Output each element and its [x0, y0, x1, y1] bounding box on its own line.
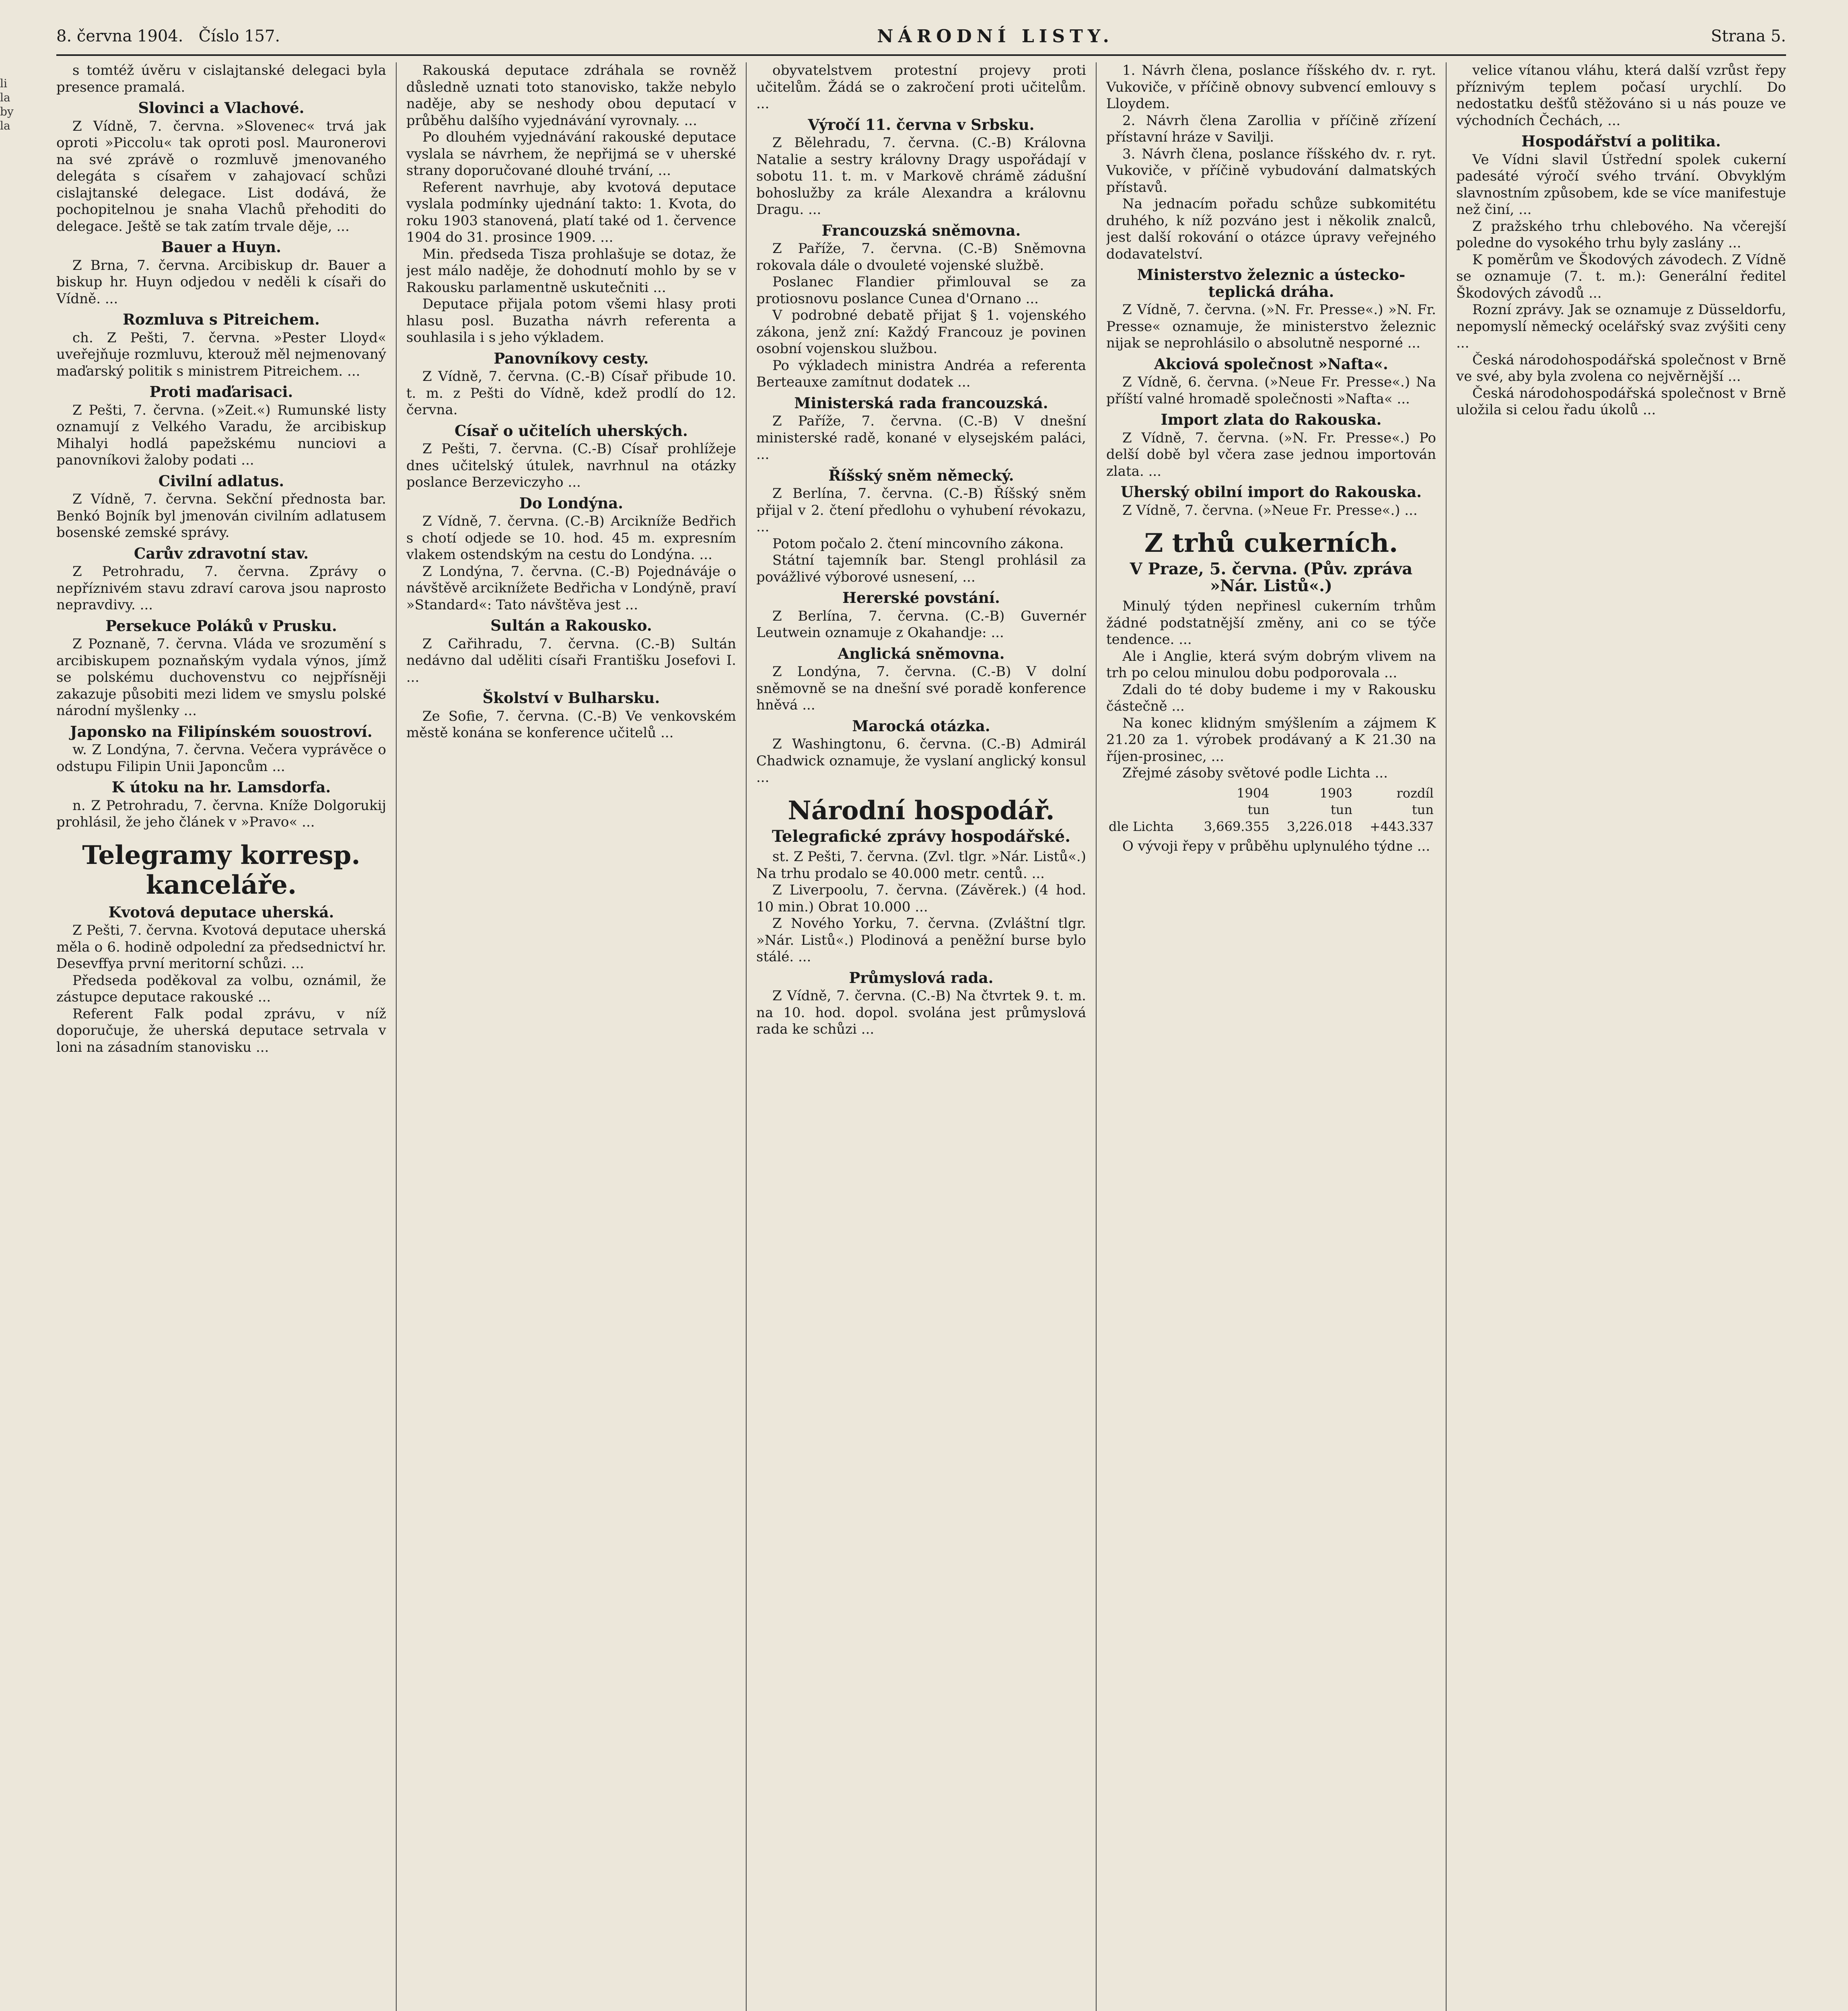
- article-paragraph: Z Berlína, 7. června. (C.-B) Říšský sněm přijal v 2. čtení předlohu o vyhubení révokazu, ...: [756, 485, 1086, 535]
- table-cell: 1903: [1319, 785, 1352, 801]
- section-heading: Národní hospodář.: [788, 795, 1055, 826]
- header-date: 8. června 1904.: [56, 27, 183, 45]
- table-row: [1106, 818, 1436, 835]
- article-paragraph: Z Petrohradu, 7. června. Zprávy o nepříznivém stavu zdraví carova jsou naprosto nepravdivy. ...: [56, 563, 386, 613]
- article-heading: Průmyslová rada.: [849, 968, 994, 987]
- article-paragraph: obyvatelstvem protestní projevy proti učitelům. Žádá se o zakročení proti učitelům. ...: [756, 62, 1086, 112]
- article-heading: Ministerská rada francouzská.: [794, 394, 1048, 412]
- article-paragraph: Po výkladech ministra Andréa a referenta Berteauxe zamítnut dodatek ...: [756, 357, 1086, 390]
- newspaper-title: NÁRODNÍ LISTY.: [877, 26, 1114, 47]
- article-paragraph: Z Bělehradu, 7. června. (C.-B) Královna Natalie a sestry královny Dragy uspořádají v sobotu 11. t. m. v Markově chrámě zádušní bohoslužby za krále Alexandra a královnu Dragu. ...: [756, 135, 1086, 218]
- article-paragraph: Z Londýna, 7. června. (C.-B) V dolní sněmovně se na dnešní své poradě konference hněvá ...: [756, 664, 1086, 713]
- article-paragraph: Z Paříže, 7. června. (C.-B) Sněmovna rokovala dále o dvouleté vojenské službě.: [756, 241, 1086, 273]
- table-row: [1106, 802, 1436, 818]
- article-heading: Anglická sněmovna.: [838, 644, 1005, 662]
- article-paragraph: Z Vídně, 6. června. (»Neue Fr. Presse«.) Na příští valné hromadě společnosti »Nafta« ...: [1106, 374, 1436, 407]
- table-cell: tun: [1330, 802, 1352, 817]
- article-paragraph: Z Liverpoolu, 7. června. (Závěrek.) (4 hod. 10 min.) Obrat 10.000 ...: [756, 882, 1086, 915]
- header-rule: [56, 54, 1786, 56]
- column-divider: [396, 62, 397, 2011]
- article-paragraph: velice vítanou vláhu, která další vzrůst řepy příznivým teplem počasí urychlí. Do nedostatku dešťů stěžováno si u nás pouze ve východních Čechách, ...: [1456, 62, 1786, 129]
- article-paragraph: 1. Návrh člena, poslance říšského dv. r. ryt. Vukoviče, v příčině obnovy subvencí emlouvy s Lloydem.: [1106, 62, 1436, 112]
- table-cell: +443.337: [1369, 818, 1434, 834]
- article-heading: Persekuce Poláků v Prusku.: [105, 617, 337, 635]
- table-cell: 3,669.355: [1204, 818, 1270, 834]
- article-heading: Akciová společnost »Nafta«.: [1154, 355, 1388, 373]
- column-divider: [1096, 62, 1097, 2011]
- article-paragraph: w. Z Londýna, 7. června. Večera vyprávěce o odstupu Filipin Unii Japoncům ...: [56, 742, 386, 775]
- article-paragraph: Z Washingtonu, 6. června. (C.-B) Admirál Chadwick oznamuje, že vyslaní anglický konsul ...: [756, 736, 1086, 785]
- table-cell: [1106, 785, 1189, 802]
- article-paragraph: Státní tajemník bar. Stengl prohlásil za povážlivé výborové usnesení, ...: [756, 552, 1086, 585]
- article-heading: K útoku na hr. Lamsdorfa.: [111, 778, 331, 796]
- section-heading: Telegramy korresp. kanceláře.: [82, 840, 360, 900]
- column-4: [1106, 62, 1436, 2011]
- article-paragraph: Z Vídně, 7. června. (C.-B) Na čtvrtek 9. t. m. na 10. hod. dopol. svolána jest průmyslová rada ke schůzi ...: [756, 988, 1086, 1037]
- article-paragraph: Z Vídně, 7. června. Sekční přednosta bar. Benkó Bojník byl jmenován civilním adlatusem bosenské zemské správy.: [56, 491, 386, 541]
- article-paragraph: Na konec klidným smýšlením a zájmem K 21.20 za 1. výrobek prodávaný a K 21.30 na říjen-prosinec, ...: [1106, 715, 1436, 765]
- article-heading: Francouzská sněmovna.: [821, 221, 1021, 239]
- article-heading: Hospodářství a politika.: [1521, 132, 1721, 150]
- adjacent-page-edge-fragment: li la by la: [0, 77, 14, 132]
- article-paragraph: Ve Vídni slavil Ústřední spolek cukerní padesáté výročí svého trvání. Obvyklým slavnostním způsobem, kde se více manifestuje než činí, ...: [1456, 151, 1786, 218]
- table-cell: dle Lichta: [1109, 818, 1174, 834]
- article-paragraph: Ze Sofie, 7. června. (C.-B) Ve venkovském městě konána se konference učitelů ...: [406, 708, 736, 741]
- article-heading: Rozmluva s Pitreichem.: [123, 310, 320, 328]
- article-heading: Panovníkovy cesty.: [494, 349, 649, 367]
- table-row: [1106, 785, 1436, 802]
- table-cell: tun: [1412, 802, 1434, 817]
- article-paragraph: Potom počalo 2. čtení mincovního zákona.: [772, 535, 1064, 552]
- article-heading: Říšský sněm německý.: [828, 466, 1014, 484]
- article-heading: Proti maďarisaci.: [149, 383, 293, 401]
- article-paragraph: Ale i Anglie, která svým dobrým vlivem na trh po celou minulou dobu podporovala ...: [1106, 648, 1436, 681]
- sugar-stocks-table: [1106, 785, 1436, 835]
- article-paragraph: Z Pešti, 7. června. Kvotová deputace uherská měla o 6. hodině odpolední za předsednictví hr. Desevffya první meritorní schůzi. ...: [56, 922, 386, 972]
- column-1: [56, 62, 386, 2011]
- article-paragraph: Z Vídně, 7. června. (»N. Fr. Presse«.) »N. Fr. Presse« oznamuje, že ministerstvo železnic nijak se neprohlásilo o absolutně nesporné ...: [1106, 302, 1436, 351]
- article-heading: Uherský obilní import do Rakouska.: [1120, 483, 1422, 501]
- article-paragraph: Předseda poděkoval za volbu, oznámil, že zástupce deputace rakouské ...: [56, 972, 386, 1005]
- column-5: [1456, 62, 1786, 2011]
- column-divider: [1446, 62, 1447, 2011]
- article-paragraph: Referent Falk podal zprávu, v níž doporučuje, že uherská deputace setrvala v loni na zásadním stanovisku ...: [56, 1006, 386, 1055]
- article-paragraph: st. Z Pešti, 7. června. (Zvl. tlgr. »Nár. Listů«.) Na trhu prodalo se 40.000 metr. centů. ...: [756, 849, 1086, 882]
- table-cell: tun: [1247, 802, 1270, 817]
- article-paragraph: Zřejmé zásoby světové podle Lichta ...: [1122, 765, 1388, 781]
- article-paragraph: 2. Návrh člena Zarollia v příčině zřízení přístavní hráze v Savilji.: [1106, 112, 1436, 145]
- article-heading: Do Londýna.: [519, 494, 624, 512]
- article-heading: Civilní adlatus.: [158, 472, 284, 490]
- article-paragraph: Z Pešti, 7. června. (C.-B) Císař prohlížeje dnes učitelský útulek, navrhnul na otázky poslance Berzeviczyho ...: [406, 441, 736, 490]
- article-paragraph: Z Vídně, 7. června. »Slovenec« trvá jak oproti »Piccolu« tak oproti posl. Mauronerovi na své zprávě o rozmluvě jmenovaného delegáta s císařem v zahajovací schůzi cislajtanské delegace. List dodává, že pochopitelnou je snaha Vlachů přehoditi do delegace. Ještě se tak zatím trvale děje, ...: [56, 118, 386, 234]
- article-paragraph: Z Paříže, 7. června. (C.-B) V dnešní ministerské radě, konané v elysejském paláci, ...: [756, 413, 1086, 463]
- article-paragraph: Z Poznaně, 7. června. Vláda ve srozumění s arcibiskupem poznaňským vydala výnos, jímž se polskému duchovenstvu co nejpřísněji zakazuje působiti mezi lidem ve smyslu polské národní myšlenky ...: [56, 636, 386, 719]
- article-paragraph: O vývoji řepy v průběhu uplynulého týdne ...: [1122, 838, 1430, 854]
- page-number: Strana 5.: [1711, 27, 1786, 45]
- article-heading: Školství v Bulharsku.: [482, 689, 660, 707]
- article-paragraph: 3. Návrh člena, poslance říšského dv. r. ryt. Vukoviče, v příčině vybudování dalmatských přístavů.: [1106, 146, 1436, 195]
- header-date-issue: [56, 27, 280, 45]
- article-heading: Import zlata do Rakouska.: [1161, 411, 1382, 428]
- article-paragraph: n. Z Petrohradu, 7. června. Kníže Dolgorukij prohlásil, že jeho článek v »Pravo« ...: [56, 797, 386, 830]
- article-paragraph: Zdali do té doby budeme i my v Rakousku částečně ...: [1106, 681, 1436, 714]
- article-heading: Carův zdravotní stav.: [134, 544, 309, 562]
- article-paragraph: Min. předseda Tisza prohlašuje se dotaz, že jest málo naděje, že dohodnutí mohlo by se v Rakousku parlamentně uskutečniti ...: [406, 246, 736, 296]
- article-heading: Slovinci a Vlachové.: [138, 99, 305, 117]
- article-paragraph: Referent navrhuje, aby kvotová deputace vyslala podmínky ujednání takto: 1. Kvota, do roku 1903 stanovená, platí také od 1. července 1904 do 31. prosince 1909. ...: [406, 179, 736, 245]
- article-paragraph: s tomtéž úvěru v cislajtanské delegaci byla presence pramalá.: [56, 62, 386, 95]
- article-heading: Sultán a Rakousko.: [490, 617, 652, 634]
- article-paragraph: Z Vídně, 7. června. (»N. Fr. Presse«.) Po delší době byl včera zase jednou importován zlata. ...: [1106, 430, 1436, 479]
- article-paragraph: Z Cařihradu, 7. června. (C.-B) Sultán nedávno dal uděliti císaři Františku Josefovi I. ...: [406, 635, 736, 685]
- article-heading: Ministerstvo železnic a ústecko-teplická dráha.: [1137, 266, 1406, 300]
- article-paragraph: K poměrům ve Škodových závodech. Z Vídně se oznamuje (7. t. m.): Generální ředitel Škodových závodů ...: [1456, 251, 1786, 301]
- article-paragraph: Z Nového Yorku, 7. června. (Zvláštní tlgr. »Nár. Listů«.) Plodinová a peněžní burse bylo stálé. ...: [756, 915, 1086, 965]
- article-paragraph: Z Brna, 7. června. Arcibiskup dr. Bauer a biskup hr. Huyn odjedou v neděli k císaři do Vídně. ...: [56, 257, 386, 307]
- section-heading: Z trhů cukerních.: [1144, 528, 1398, 558]
- article-heading: Japonsko na Filipínském souostroví.: [70, 722, 372, 740]
- article-paragraph: Na jednacím pořadu schůze subkomitétu druhého, k níž pozváno jest i několik znalců, jest další rokování o otázce úpravy veřejného dodavatelství.: [1106, 196, 1436, 262]
- article-heading: Bauer a Huyn.: [161, 238, 282, 256]
- article-paragraph: ch. Z Pešti, 7. června. »Pester Lloyd« uveřejňuje rozmluvu, kterouž měl nejmenovaný maďarský politik s ministrem Pitreichem. ...: [56, 329, 386, 379]
- section-subheading: Telegrafické zprávy hospodářské.: [772, 827, 1071, 846]
- article-paragraph: Poslanec Flandier přimlouval se za protiosnovu poslance Cunea d'Ornano ...: [756, 274, 1086, 307]
- article-paragraph: Česká národohospodářská společnost v Brně uložila si celou řadu úkolů ...: [1456, 385, 1786, 418]
- article-paragraph: Po dlouhém vyjednávání rakouské deputace vyslala se návrhem, že nepřijmá se v uherské strany doporučované dlouhé trvání, ...: [406, 129, 736, 179]
- article-paragraph: Z Pešti, 7. června. (»Zeit.«) Rumunské listy oznamují z Velkého Varadu, že arcibiskup Mihalyi hodlá papežskému nunciovi a panovníkovi žaloby podati ...: [56, 402, 386, 468]
- section-subheading: V Praze, 5. června. (Pův. zpráva »Nár. Listů«.): [1130, 559, 1413, 595]
- header-issue: Číslo 157.: [198, 27, 280, 45]
- article-heading: Hererské povstání.: [842, 589, 1000, 607]
- column-divider: [746, 62, 747, 2011]
- article-heading: Marocká otázka.: [852, 717, 990, 735]
- table-cell: 3,226.018: [1287, 818, 1352, 834]
- article-heading: Výročí 11. června v Srbsku.: [808, 115, 1035, 134]
- table-cell: rozdíl: [1396, 785, 1434, 801]
- article-paragraph: Z Vídně, 7. června. (C.-B) Císař přibude 10. t. m. z Pešti do Vídně, kdež prodlí do 12. června.: [406, 368, 736, 418]
- article-paragraph: V podrobné debatě přijat § 1. vojenského zákona, jenž zní: Každý Francouz je povinen osobní vojenskou službou.: [756, 307, 1086, 357]
- article-heading: Císař o učitelích uherských.: [455, 422, 688, 440]
- article-paragraph: Z Vídně, 7. června. (»Neue Fr. Presse«.) ...: [1122, 502, 1418, 518]
- table-cell: 1904: [1237, 785, 1270, 801]
- article-paragraph: Česká národohospodářská společnost v Brně ve své, aby byla zvolena co nejvěrnější ...: [1456, 352, 1786, 385]
- running-header: [56, 22, 1786, 50]
- article-paragraph: Z Berlína, 7. června. (C.-B) Guvernér Leutwein oznamuje z Okahandje: ...: [756, 608, 1086, 641]
- article-paragraph: Z Londýna, 7. června. (C.-B) Pojednáváje o návštěvě arciknížete Bedřicha v Londýně, praví »Standard«: Tato návštěva jest ...: [406, 563, 736, 613]
- column-3: [756, 62, 1086, 2011]
- article-paragraph: Minulý týden nepřinesl cukerním trhům žádné podstatnější změny, ani co se týče tendence. ...: [1106, 598, 1436, 648]
- article-paragraph: Deputace přijala potom všemi hlasy proti hlasu posl. Buzatha návrh referenta a souhlasila i s jeho výkladem.: [406, 296, 736, 345]
- article-heading: Kvotová deputace uherská.: [108, 903, 334, 921]
- article-paragraph: Rakouská deputace zdráhala se rovněž důsledně uznati toto stanovisko, takže nebylo naděje, aby se neshody obou deputací v průběhu dalšího vyjednávání vyrovnaly. ...: [406, 62, 736, 129]
- article-paragraph: Z Vídně, 7. června. (C.-B) Arcikníže Bedřich s chotí odjede se 10. hod. 45 m. expresním vlakem ostendským na cestu do Londýna. ...: [406, 513, 736, 563]
- article-paragraph: Rozní zprávy. Jak se oznamuje z Düsseldorfu, nepomyslí německý ocelářský svaz zvýšiti ceny ...: [1456, 302, 1786, 351]
- article-paragraph: Z pražského trhu chlebového. Na včerejší poledne do vysokého trhu byly zaslány ...: [1456, 218, 1786, 251]
- column-2: [406, 62, 736, 2011]
- table-cell: [1106, 802, 1189, 818]
